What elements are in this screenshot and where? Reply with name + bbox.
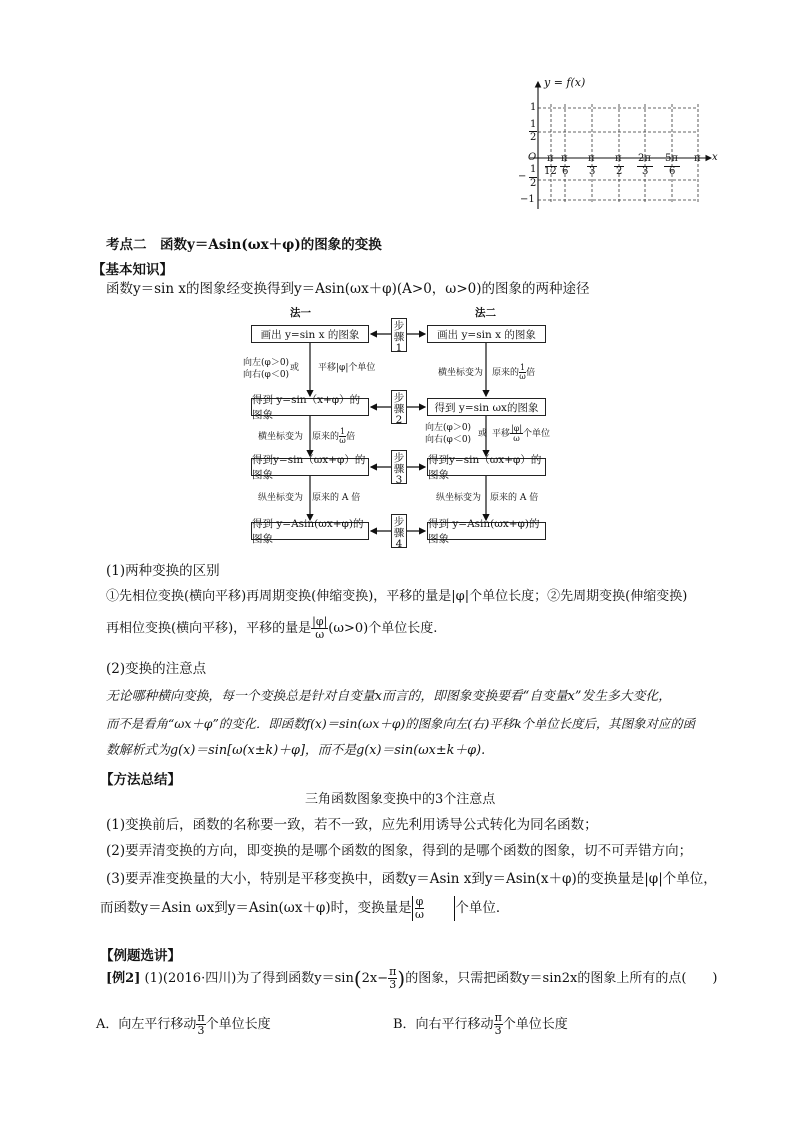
x-tick: π xyxy=(547,153,554,164)
diff-line2 xyxy=(106,616,437,641)
left-scale-x-suffix: 倍 xyxy=(346,432,356,442)
option-a-den: 3 xyxy=(197,1024,205,1037)
left-box-2: 得到 y=sin（x+φ）的图象 xyxy=(251,398,369,416)
diff-line1: ①先相位变换(横向平移)再周期变换(伸缩变换)，平移的量是|φ|个单位长度；②先周期变换(伸缩变换) xyxy=(106,589,688,604)
diff-frac-num: |φ| xyxy=(312,615,328,628)
example-q-a: (1)(2016·四川)为了得到函数y＝sin xyxy=(144,971,354,986)
right-scale-x xyxy=(438,364,535,381)
example-q-inner: 2x− xyxy=(361,971,389,986)
left-shift-a: 向左(φ＞0) xyxy=(243,358,290,368)
summary-p4 xyxy=(100,896,509,921)
step-2: 步 骤 2 xyxy=(391,390,407,424)
x-tick: 6 xyxy=(562,166,569,177)
y-tick: − xyxy=(518,171,527,182)
right-box-2: 得到 y=sin ωx的图象 xyxy=(427,398,546,416)
x-tick: π xyxy=(615,153,622,164)
example-question: [例2] (1)(2016·四川)为了得到函数y＝sin(2x− $\frac{\pi}{3}$ )的图象，只需把函数y＝sin2x的图象上所有的点( ) xyxy=(106,965,718,991)
option-b-den: 3 xyxy=(494,1024,502,1037)
example-label: 【例题选讲】 xyxy=(100,948,181,964)
y-tick: 2 xyxy=(530,178,537,189)
summary-p4-b: 个单位． xyxy=(455,900,510,916)
flow-arrows xyxy=(0,0,794,560)
x-tick: 2π xyxy=(638,153,651,164)
right-scale-x-den: ω xyxy=(519,372,526,381)
right-box-4: 得到 y=Asin(ωx+φ)的图象 xyxy=(427,522,546,540)
x-tick: 6 xyxy=(669,166,676,177)
diff-line2-a: 再相位变换(横向平移)，平移的量是 xyxy=(106,621,312,636)
section-title: 考点二 函数y＝Asin(ωx＋φ)的图象的变换 xyxy=(106,237,382,253)
left-scale-x xyxy=(258,428,355,445)
method2-label: 法二 xyxy=(475,307,496,319)
x-tick: 5π xyxy=(665,153,678,164)
step-1: 步 骤 1 xyxy=(391,318,407,352)
step-3: 步 骤 3 xyxy=(391,450,407,484)
summary-p3: (3)要弄准变换量的大小，特别是平移变换中，函数y＝Asin x到y＝Asin(x＋φ)的变换量是|φ|个单位， xyxy=(106,871,717,887)
right-box-1: 画出 y=sin x 的图象 xyxy=(427,325,546,343)
summary-heading: 三角函数图象变换中的3个注意点 xyxy=(305,792,496,807)
right-scale-x-num: 1 xyxy=(520,363,526,372)
x-tick: 3 xyxy=(589,166,596,177)
flow-diagram xyxy=(0,0,794,560)
x-tick: 3 xyxy=(642,166,649,177)
left-shift-b: 向右(φ＜0) xyxy=(243,370,290,380)
right-shift-c2: 个单位 xyxy=(523,429,551,439)
right-shift-c1: 平移 xyxy=(492,429,511,439)
summary-label: 【方法总结】 xyxy=(100,772,181,788)
option-b-text: B．向右平行移动 xyxy=(393,1017,494,1032)
summary-frac-num: φ xyxy=(415,895,424,908)
left-scale-y: 纵坐标变为 原来的 A 倍 xyxy=(258,493,361,503)
diff-line2-b: (ω>0)个单位长度. xyxy=(328,621,438,636)
left-scale-x-den: ω xyxy=(339,436,346,445)
right-shift-den: ω xyxy=(513,434,520,443)
y-tick: 1 xyxy=(530,164,537,175)
left-scale-x-num: 1 xyxy=(340,427,346,436)
option-a-text: A．向左平行移动 xyxy=(96,1017,197,1032)
summary-p2: (2)要弄清变换的方向，即变换的是哪个函数的图象，得到的是哪个函数的图象，切不可弄错方向； xyxy=(106,843,693,859)
right-shift-b: 向右(φ＜0) xyxy=(425,435,472,445)
summary-p4-a: 而函数y＝Asin ωx到y＝Asin(ωx＋φ)时，变换量是 xyxy=(100,900,412,916)
left-box-1: 画出 y=sin x 的图象 xyxy=(251,325,369,343)
right-scale-x-text: 横坐标变为 原来的 xyxy=(438,368,520,378)
option-a-num: π xyxy=(197,1011,205,1024)
basic-knowledge-label: 【基本知识】 xyxy=(92,262,173,278)
option-a xyxy=(96,1012,271,1037)
right-shift-c xyxy=(492,424,550,443)
graph-x-label: x xyxy=(712,152,718,163)
option-b-num: π xyxy=(494,1011,502,1024)
summary-p1: (1)变换前后，函数的名称要一致，若不一致，应先利用诱导公式转化为同名函数； xyxy=(106,817,598,833)
y-tick: −1 xyxy=(520,194,535,205)
right-box-3: 得到y=sin（ωx+φ）的图象 xyxy=(427,458,546,476)
right-shift-or: 或 xyxy=(478,429,488,439)
left-scale-x-text: 横坐标变为 原来的 xyxy=(258,432,340,442)
method1-label: 法一 xyxy=(290,307,311,319)
right-scale-x-suffix: 倍 xyxy=(526,368,536,378)
summary-frac-den: ω xyxy=(415,908,424,921)
y-tick: 2 xyxy=(530,132,537,143)
example-q-den: 3 xyxy=(389,978,397,991)
graph-y-label: y = f(x) xyxy=(544,76,586,89)
example-q-b: 的图象，只需把函数y＝sin2x的图象上所有的点( ) xyxy=(405,971,718,986)
right-scale-y: 纵坐标变为 原来的 A 倍 xyxy=(436,493,539,503)
diff-title: (1)两种变换的区别 xyxy=(106,563,220,579)
left-box-4: 得到 y=Asin(ωx+φ)的图象 xyxy=(251,522,369,540)
left-shift-c: 平移|φ|个单位 xyxy=(318,363,376,373)
right-shift-a: 向左(φ＞0) xyxy=(425,423,472,433)
notes-line2: 而不是看角“ωx＋φ”的变化．即函数f(x)＝sin(ωx＋φ)的图象向左(右)平移k个单位长度后，其图象对应的函 xyxy=(106,716,696,731)
diff-frac-den: ω xyxy=(315,628,325,641)
option-b xyxy=(393,1012,568,1037)
option-b-suffix: 个单位长度 xyxy=(502,1017,568,1032)
left-shift-or: 或 xyxy=(290,363,300,373)
y-tick: 1 xyxy=(530,119,537,130)
option-a-suffix: 个单位长度 xyxy=(205,1017,271,1032)
x-tick: 12 xyxy=(544,166,557,177)
example-tag: [例2] xyxy=(106,971,141,986)
x-tick: 2 xyxy=(616,166,623,177)
notes-line1: 无论哪种横向变换，每一个变换总是针对自变量x而言的，即图象变换要看“自变量x”发生多大变化， xyxy=(106,689,671,704)
right-shift-num: |φ| xyxy=(511,424,523,433)
x-tick: π xyxy=(694,153,701,164)
graph-origin: O xyxy=(528,152,537,163)
notes-title: (2)变换的注意点 xyxy=(106,661,207,677)
step-4: 步 骤 4 xyxy=(391,514,407,548)
notes-line3: 数解析式为g(x)＝sin[ω(x±k)＋φ]，而不是g(x)＝sin(ωx±k＋φ). xyxy=(106,743,486,758)
y-tick: 1 xyxy=(530,102,537,113)
x-tick: π xyxy=(561,153,568,164)
left-box-3: 得到y=sin（ωx+φ）的图象 xyxy=(251,458,369,476)
intro-text: 函数y＝sin x的图象经变换得到y＝Asin(ωx＋φ)(A>0，ω>0)的图象的两种途径 xyxy=(106,281,590,297)
x-tick: π xyxy=(588,153,595,164)
example-q-num: π xyxy=(389,965,397,978)
